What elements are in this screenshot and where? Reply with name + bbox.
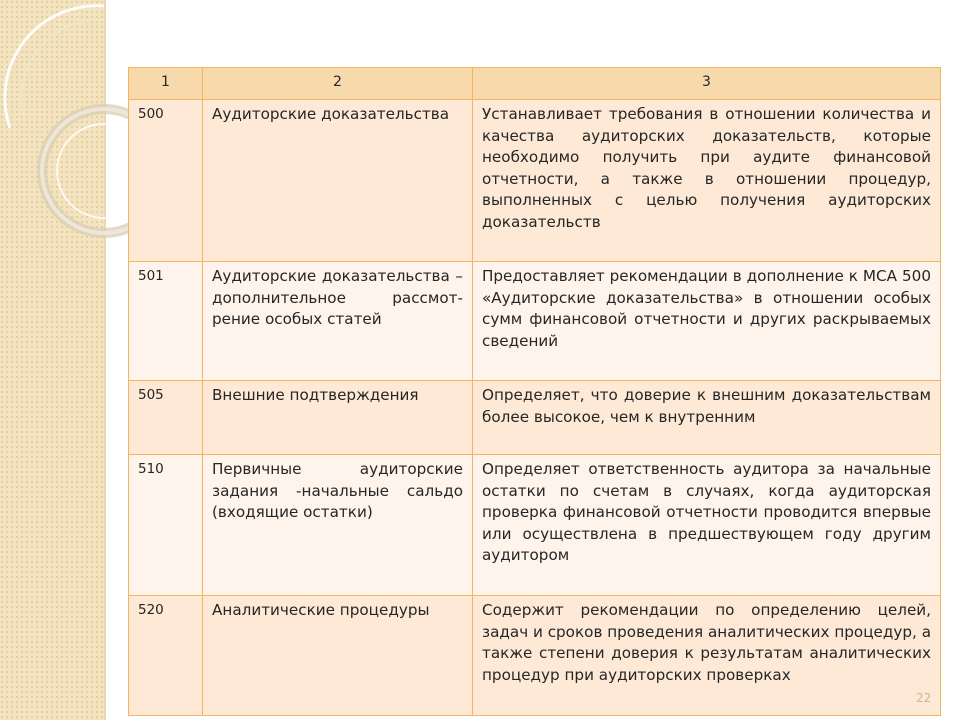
table-row xyxy=(129,381,941,455)
header-cell-1: 1 xyxy=(129,68,203,100)
standard-code: 501 xyxy=(129,262,203,381)
standard-code: 500 xyxy=(129,100,203,262)
standard-name: Аудиторские доказательства – дополнительное рассмот-рение особых статей xyxy=(203,262,473,381)
standard-description: Содержит рекомендации по определению целей, задач и сроков проведения аналитических процедур, а также степени доверия к результатам аналитических процедур при аудиторских проверках xyxy=(473,596,941,716)
standard-description: Устанавливает требования в отношении количества и качества аудиторских доказательств, которые необходимо получить при аудите финансовой отчетности, а также в отношении процедур, выполненных с целью получения аудиторских доказательств xyxy=(473,100,941,262)
standard-name: Первичные аудиторские задания -начальные сальдо (входящие остатки) xyxy=(203,455,473,596)
page-number: 22 xyxy=(916,691,932,705)
standard-name: Внешние подтверждения xyxy=(203,381,473,455)
standard-description: Определяет ответственность аудитора за начальные остатки по счетам в случаях, когда аудиторская проверка финансовой отчетности проводится впервые или осуществлена в предшествующем году другим аудитором xyxy=(473,455,941,596)
standard-name: Аудиторские доказательства xyxy=(203,100,473,262)
table-row xyxy=(129,455,941,596)
table-header-row xyxy=(129,68,941,100)
standard-description: Предоставляет рекомендации в дополнение к МСА 500 «Аудиторские доказательства» в отношении особых сумм финансовой отчетности и других раскрываемых сведений xyxy=(473,262,941,381)
standard-code: 505 xyxy=(129,381,203,455)
decorative-rings-icon xyxy=(0,0,140,260)
table-row xyxy=(129,262,941,381)
table-row xyxy=(129,100,941,262)
header-cell-2: 2 xyxy=(203,68,473,100)
table-row xyxy=(129,596,941,716)
standard-name: Аналитические процедуры xyxy=(203,596,473,716)
isa-standards-table xyxy=(128,67,941,716)
header-cell-3: 3 xyxy=(473,68,941,100)
standard-code: 520 xyxy=(129,596,203,716)
standard-description: Определяет, что доверие к внешним доказательствам более высокое, чем к внутренним xyxy=(473,381,941,455)
standard-code: 510 xyxy=(129,455,203,596)
